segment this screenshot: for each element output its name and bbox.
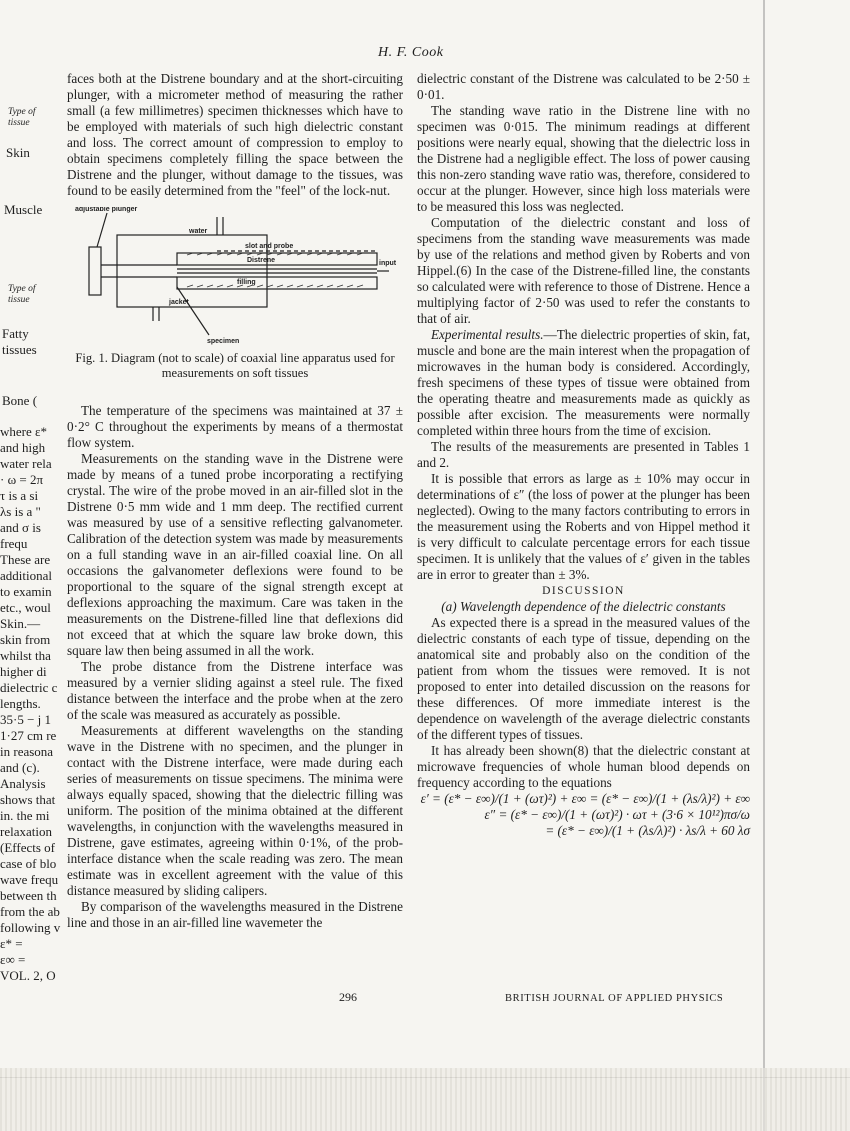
paragraph: The temperature of the specimens was maintained at 37 ± 0·2° C throughout the experiments by means of a thermostat flow system. [67,403,403,450]
paragraph: Measurements at different wavelengths on the standing wave in the Distrene with no specimen, and the plunger in contact with the Distrene interface, were made during each series of measurements on tissue specimens. The minima were always equally spaced, showing that the dielectric filling was uniform. The position of the minima obtained at the different wavelengths, in conjunction with the wavelengths measured in Distrene, gave estimates, agreeing within 0·1%, of the prob-interface distance when the scale reading was zero. The mean estimate was in excellent agreement with the value of this distance measured by sliding calipers. [67,723,403,898]
paragraph: As expected there is a spread in the measured values of the dielectric constants of each type of tissue, depending on the anatomical site and probably also on the condition of the patient from whom the tissues were removed. It is not proposed to enter into detailed discussion on the reasons for these differences. Of more immediate interest is the dependence on wavelength of the average dielectric constants of the different types of tissues. [417,615,750,742]
facing-text-line: relaxation [0,824,52,839]
facing-text-line: case of blo [0,856,57,871]
facing-text-line: Skin.— [0,616,41,631]
distrene-lower [177,277,377,289]
running-header: H. F. Cook [378,45,444,60]
facing-text-line: τ is a si [0,488,39,503]
label-jacket: jacket [169,299,189,306]
paragraph: The standing wave ratio in the Distrene line with no specimen was 0·015. The minimum readings at different positions were nearly equal, showing that the dielectric loss in the Distrene had a negligible effect. The loss of power causing this non-zero standing wave ratio was, therefore, considered to occur at the plunger. However, since high loss materials were to be measured this loss was neglected. [417,103,750,214]
equation-2: ε″ = (ε* − ε∞)/(1 + (ωτ)²) · ωτ + (3·6 × 10¹²)πσ/ω [484,807,750,822]
facing-text-line: following v [0,920,61,935]
label-slot: slot and probe [245,243,294,250]
facing-text-line: wave frequ [0,872,59,887]
facing-text-line: (Effects of [0,840,55,855]
paragraph: Computation of the dielectric constant and loss of specimens from the standing wave measurements was made by use of the relations and method given by Roberts and von Hippel.(6) In the case of the Distrene-filled line, the constants so calculated were with reference to those of Distrene. Hence a multiplying factor of 2·50 was used to refer the constants to that of air. [417,215,750,326]
label-input: input [379,260,397,267]
run-in-heading: Experimental results. [431,327,544,342]
facing-text-line: These are [0,552,51,567]
equation-1: ε′ = (ε* − ε∞)/(1 + (ωτ)²) + ε∞ = (ε* − ε∞)/(1 + (λs/λ)²) + ε∞ [420,791,750,806]
paragraph [417,327,750,439]
table-header-type-2: Type of tissue [8,284,36,305]
facing-text-line: · ω = 2π [0,472,44,487]
facing-text-line: higher di [0,664,47,679]
facing-text-line: additional [0,568,52,583]
facing-text-line: shows that [0,792,56,807]
figure-caption: Fig. 1. Diagram (not to scale) of coaxial line apparatus used for measurements on soft tissues [75,351,395,380]
row-label-muscle: Muscle [4,202,43,217]
facing-text-line: in reasona [0,744,54,759]
facing-text-line: from the ab [0,904,60,919]
section-heading: DISCUSSION [542,585,625,597]
label-specimen: specimen [207,338,240,345]
facing-text-line: lengths. [0,696,41,711]
page-spine [763,0,765,1131]
facing-text-line: λs is a " [0,504,41,519]
facing-text-line: ε* = [0,936,23,951]
facing-page-fragment [0,0,62,1131]
facing-text-line: etc., woul [0,600,51,615]
journal-name: BRITISH JOURNAL OF APPLIED PHYSICS [505,993,724,1004]
row-label-bone: Bone ( [2,393,38,408]
facing-text-line: and σ is [0,520,41,535]
paragraph: By comparison of the wavelengths measured in the Distrene line and those in an air-filled line wavemeter the [67,899,403,930]
figure-1 [67,207,403,347]
facing-text-line: dielectric c [0,680,58,695]
paragraph: The probe distance from the Distrene interface was measured by a vernier sliding against a steel rule. The fixed distance between the interface and the probe when at the zero of the scale was measured as accurately as possible. [67,659,403,722]
subsection-heading: (a) Wavelength dependence of the dielectric constants [441,599,726,614]
facing-text-line: whilst tha [0,648,51,663]
row-label-fatty: Fatty tissues [2,326,37,357]
page-number: 296 [339,990,357,1004]
coaxial-apparatus-diagram [67,207,403,347]
facing-text-line: skin from [0,632,51,647]
facing-text-line: 35·5 − j 1 [0,712,52,727]
scan-noise [0,1068,850,1131]
row-label-skin: Skin [6,145,30,160]
middle-column [417,71,750,839]
facing-text-line: 1·27 cm re [0,728,57,743]
label-filling: filling [237,279,256,286]
facing-text-line: ε∞ = [0,952,26,967]
label-distrene: Distrene [247,257,276,264]
paragraph: It is possible that errors as large as ± 10% may occur in determinations of ε″ (the loss of power at the plunger has been neglected). Owing to the many factors contributing to errors in the measurement using the Roberts and von Hippel method it is very difficult to calculate percentage errors for each tissue specimen. It is unlikely that the values of ε′ given in the tables are in error to greater than ± 3%. [417,471,750,582]
paragraph: Measurements on the standing wave in the Distrene were made by means of a tuned probe incorporating a rectifying crystal. The wire of the probe moved in an air-filled slot in the Distrene 0·5 mm wide and 1 mm deep. The rectified current was measured by use of a sensitive reflecting galvanometer. Calibration of the detection system was made by measurements on a full standing wave in an air-filled coaxial line. On all occasions the galvanometer deflexions were found to be proportional to the square of the signal strength except at deflexions approaching the maximum. Care was taken in the measurements on the Distrene-filled line that deflexions did not exceed that at which the square law broke down, this square law then being assumed in all the work. [67,451,403,658]
facing-text-line: where ε* [0,424,47,439]
paragraph: dielectric constant of the Distrene was calculated to be 2·50 ± 0·01. [417,71,750,102]
facing-text-line: Analysis [0,776,46,791]
left-column [67,71,403,931]
facing-text-line: and high [0,440,46,455]
facing-text-line: to examin [0,584,52,599]
label-plunger: adjustable plunger [75,207,138,213]
plunger-head [89,247,101,295]
paragraph: It has already been shown(8) that the dielectric constant at microwave frequencies of whole human blood depends on frequency according to the equations [417,743,750,790]
equation-3: = (ε* − ε∞)/(1 + (λs/λ)²) · λs/λ + 60 λσ [545,823,750,838]
facing-text-line: VOL. 2, O [0,968,56,983]
facing-text-line: in. the mi [0,808,50,823]
facing-text-line: frequ [0,536,28,551]
facing-text-line: and (c). [0,760,40,775]
facing-text-line: between th [0,888,57,903]
paragraph: The results of the measurements are presented in Tables 1 and 2. [417,439,750,470]
facing-text-line: water rela [0,456,52,471]
paragraph-body: —The dielectric properties of skin, fat, muscle and bone are the main interest when the propagation of microwaves in the human body is considered. Accordingly, fresh specimens of these types of tissue were obtained from the operating theatre and measurements made as quickly as possible after excision. The measurements were normally completed within three hours from the time of excision. [417,327,750,438]
table-header-type: Type of tissue [8,107,36,128]
paragraph: faces both at the Distrene boundary and at the short-circuiting plunger, with a micrometer method of measuring the rather small (a few millimetres) specimen thicknesses which have to be employed with materials of such high dielectric constant and loss. The correct amount of compression to employ to obtain specimens completely filling the space between the Distrene and the plunger, without damage to the tissues, was found to be easily determined from the "feel" of the lock-nut. [67,71,403,198]
label-water: water [189,228,208,235]
